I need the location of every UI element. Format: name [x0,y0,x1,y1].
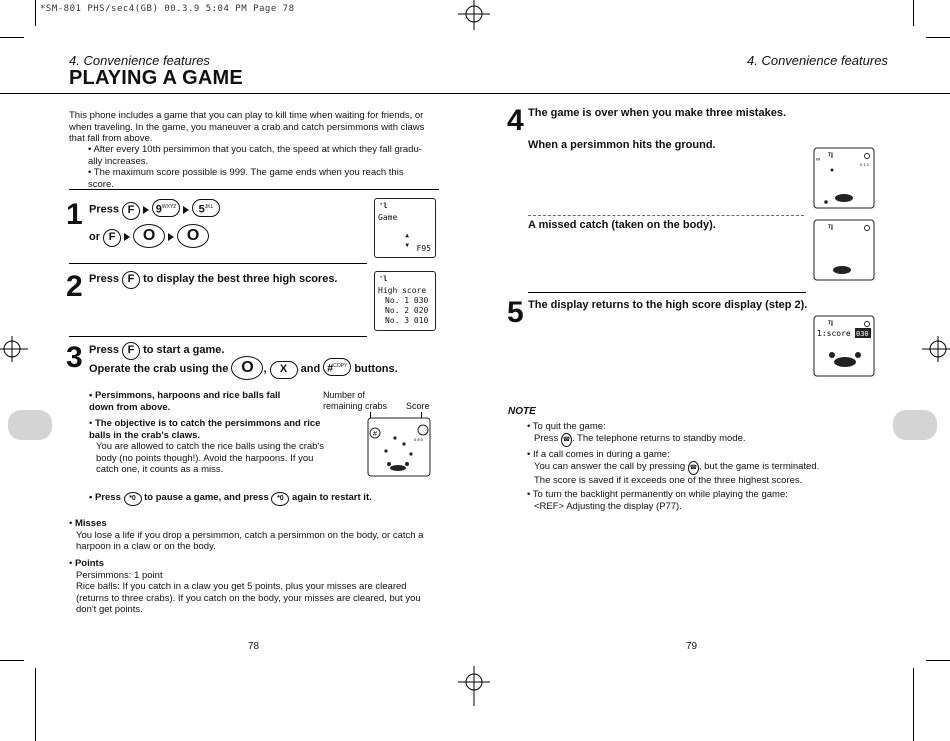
label-remaining-crabs: Number of remaining crabs [323,390,388,411]
page-title: PLAYING A GAME [69,67,243,89]
f-key: F [122,202,140,220]
zero-key: *0 [271,492,289,506]
svg-text:0 1 2: 0 1 2 [860,162,869,167]
registration-mark-right [920,332,950,366]
step-5-text: The display returns to the high score display (step 2). [528,299,808,311]
five-key: $5^{JKL}$ [192,199,220,217]
nav-key: O [133,224,165,248]
talk-key-icon: ☎ [688,461,699,475]
svg-text:ᵀl: ᵀl [828,153,833,160]
step-rule [69,263,367,264]
step-2-text: Press F to display the best three high scores. [89,271,338,289]
lcd-persimmon-ground [812,146,876,210]
title-rule [0,93,950,94]
print-header: *SM-801 PHS/sec4(GB) 00.3.9 5:04 PM Page 78 [40,4,295,14]
page-tab-right [893,410,937,440]
points-section: • Points Persimmons: 1 point Rice balls: If you catch in a claw you get 5 points, plus your misses are cleared (returns to three crabs). If you catch on the body, your misses are cleared, but you don't get points. [69,558,421,615]
step-3-line-1: Press F to start a game. [89,342,224,360]
page-number-left: 78 [248,641,260,652]
zero-key: *0 [124,492,142,506]
step-3-line-2: Operate the crab using the O , X and #$^{COPY}$ buttons. [89,356,398,380]
note-item: • To quit the game: Press ☎ . The telephone returns to standby mode. [527,421,847,447]
crop-mark [0,37,24,38]
crop-mark [913,0,914,26]
registration-mark-bottom [450,666,498,706]
page-number-right: 79 [686,641,698,652]
intro-paragraph: This phone includes a game that you can play to kill time when waiting for friends, or when traveling. In the game, you maneuver a crab and catch persimmons with claws that fall from above. [69,110,425,144]
intro-rule [69,189,439,190]
note-item: • If a call comes in during a game: You can answer the call by pressing ☎ , but the game is terminated. The score is saved if it exceeds one of the three highest scores. [527,449,820,486]
svg-text:ᵀl: ᵀl [828,321,833,328]
crop-mark [0,660,24,661]
svg-text:1:score: 1:score [817,329,851,338]
step-5-number: 5 [507,296,524,329]
label-score: Score [406,401,430,411]
lcd-score-display [812,314,876,378]
nine-key: $9^{WXYZ}$ [152,199,180,217]
crop-mark [926,37,950,38]
hash-key: #$^{COPY}$ [323,358,351,376]
step-rule [528,292,806,293]
step-3-bullet-2: • The objective is to catch the persimmons and rice balls in the crab's claws. You are allowed to catch the rice balls using the crab's body (no points though!). Avoid the harpoons. If you catch one, it counts as a miss. [89,418,325,475]
nav-down-key: O [177,224,209,248]
step-3-number: 3 [66,341,83,374]
registration-mark-left [0,332,30,366]
end-call-icon: ☎ [561,433,572,447]
misses-section: • Misses You lose a life if you drop a persimmon, catch a persimmon on the body, or catch a harpoon in a claw or on the body. [69,518,424,552]
step-1-line-2: or F O O [89,224,209,248]
intro-bullet: • After every 10th persimmon that you catch, the speed at which they fall gradu- ally increases. [88,144,422,167]
crop-mark [926,660,950,661]
page-tab-left [8,410,52,440]
section-heading-right: 4. Convenience features [747,53,888,68]
f-key: F [122,271,140,289]
lcd-game-menu: ᵀl Game F95 ▲ ▼ [374,198,436,258]
step-4-sub-2: A missed catch (taken on the body). [528,219,716,231]
step-1-line-1: Press F $9^{WXYZ}$ $5^{JKL}$ [89,199,220,220]
intro-bullet: • The maximum score possible is 999. The game ends when you reach this score. [88,167,404,190]
lcd-body-catch [812,218,876,282]
x-key: X [270,361,298,379]
section-heading-left: 4. Convenience features [69,53,210,68]
registration-mark-top [450,0,498,30]
lcd-high-scores: ᵀl High score No. 1 030 No. 2 020 No. 3 010 [374,271,436,331]
svg-text:∞: ∞ [816,157,821,163]
note-item: • To turn the backlight permanently on while playing the game: <REF> Adjusting the display (P77). [527,489,788,512]
note-title: NOTE [508,406,536,417]
lcd-game-screen [362,416,434,478]
step-4-number: 4 [507,104,524,137]
step-4-divider [528,215,804,216]
crop-mark [913,668,914,741]
f-key: F [122,342,140,360]
step-3-pause-bullet: • Press *0 to pause a game, and press *0 again to restart it. [89,492,372,506]
svg-text:ᵀl: ᵀl [828,225,833,232]
nav-key: O [231,356,263,380]
crop-mark [35,0,36,26]
step-4-text: The game is over when you make three mistakes. [528,107,786,119]
step-2-number: 2 [66,270,83,303]
step-3-bullet-1: • Persimmons, harpoons and rice balls fall down from above. [89,390,281,413]
step-rule [69,336,367,337]
svg-text:030: 030 [856,330,869,338]
f-key: F [103,229,121,247]
crop-mark [35,668,36,741]
step-4-sub-1: When a persimmon hits the ground. [528,139,716,151]
step-1-number: 1 [66,198,83,231]
svg-text:#: # [373,431,377,438]
svg-text:0 8 0: 0 8 0 [414,437,423,442]
